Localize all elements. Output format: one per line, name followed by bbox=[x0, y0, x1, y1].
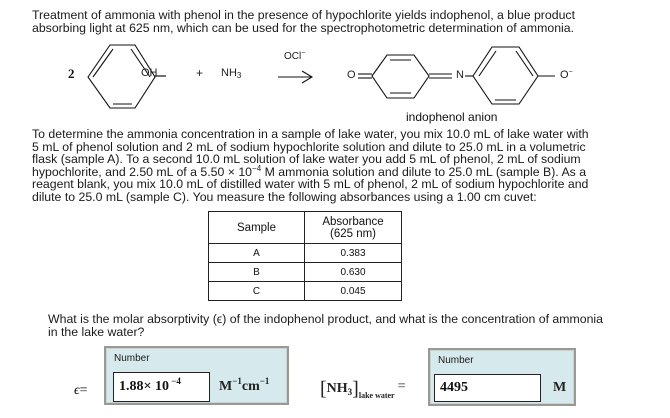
table-header-row bbox=[209, 212, 402, 244]
column-header-sample: Sample bbox=[209, 212, 305, 244]
absorbance-table bbox=[208, 211, 402, 301]
table-row bbox=[209, 244, 402, 263]
question-line: in the lake water? bbox=[48, 324, 145, 339]
table-row bbox=[209, 263, 402, 282]
imine-nitrogen-label: N bbox=[456, 69, 464, 81]
intro-line: Treatment of ammonia with phenol in the presence of hypochlorite yields indophenol, a blue product bbox=[32, 8, 575, 22]
ammonia-formula: $NH_3$ bbox=[221, 67, 242, 80]
ammonia-answer-input[interactable]: 4495 bbox=[434, 374, 541, 402]
absorbance-cell: 0.383 bbox=[305, 244, 402, 263]
sample-cell: C bbox=[209, 282, 305, 301]
number-label: Number bbox=[438, 355, 474, 366]
scenario-line: hypochlorite, and 2.50 mL of a $5.50 \times 10^{-4}$ M ammonia solution and dilute to 25.0 mL (sample B). As a bbox=[32, 163, 587, 179]
epsilon-label: ϵ= bbox=[74, 383, 88, 398]
stoichiometric-coefficient: 2 bbox=[68, 66, 75, 81]
column-header-absorbance: Absorbance (625 nm) bbox=[305, 212, 402, 244]
question-line: What is the molar absorptivity (ϵ) of the indophenol product, and what is the concentration of ammonia bbox=[48, 312, 603, 326]
scenario-paragraph bbox=[32, 128, 652, 204]
oxide-atom-label: O− bbox=[560, 69, 573, 81]
epsilon-answer-panel bbox=[104, 346, 289, 405]
scenario-line: flask (sample A). To a second 10.0 mL solution of lake water you add 5 mL of phenol, 2 mL of sodium bbox=[32, 152, 581, 167]
ammonia-concentration-label: $[NH_3]_{lake water}=$ bbox=[320, 378, 406, 400]
absorbance-cell: 0.045 bbox=[305, 282, 402, 301]
number-label: Number bbox=[114, 353, 150, 364]
intro-line: absorbing light at 625 nm, which can be used for the spectrophotometric determination of ammonia. bbox=[32, 20, 575, 35]
hypochlorite-reagent: OCl− bbox=[284, 50, 306, 62]
plus-sign: + bbox=[196, 66, 204, 80]
question-text bbox=[48, 313, 648, 338]
scenario-line: reagent blank, you mix 10.0 mL of distilled water with 5 mL of phenol, 2 mL of sodium hypochlorite and bbox=[32, 177, 589, 192]
chemical-structures-icon bbox=[0, 0, 670, 125]
product-caption: indophenol anion bbox=[406, 110, 498, 124]
table-row bbox=[209, 282, 402, 301]
sample-cell: B bbox=[209, 263, 305, 282]
scenario-line: 5 mL of phenol solution and 2 mL of sodium hypochlorite solution and dilute to 25.0 mL in a volumetric bbox=[32, 139, 586, 154]
oxo-atom-label: O bbox=[347, 69, 356, 81]
epsilon-answer-input[interactable]: 1.88× 10 $^{-4}$ bbox=[113, 372, 210, 402]
epsilon-unit: $M^{-1}cm^{-1}$ bbox=[219, 376, 270, 394]
absorbance-cell: 0.630 bbox=[305, 263, 402, 282]
sample-cell: A bbox=[209, 244, 305, 263]
ammonia-unit: M bbox=[553, 380, 567, 395]
scenario-line: dilute to 25.0 mL (sample C). You measure the following absorbances using a 1.00 cm cuvet: bbox=[32, 189, 537, 204]
scenario-line: To determine the ammonia concentration in a sample of lake water, you mix 10.0 mL of lake water with bbox=[32, 127, 589, 141]
ammonia-answer-panel bbox=[428, 348, 576, 406]
hydroxyl-group-label: OH bbox=[141, 67, 158, 79]
